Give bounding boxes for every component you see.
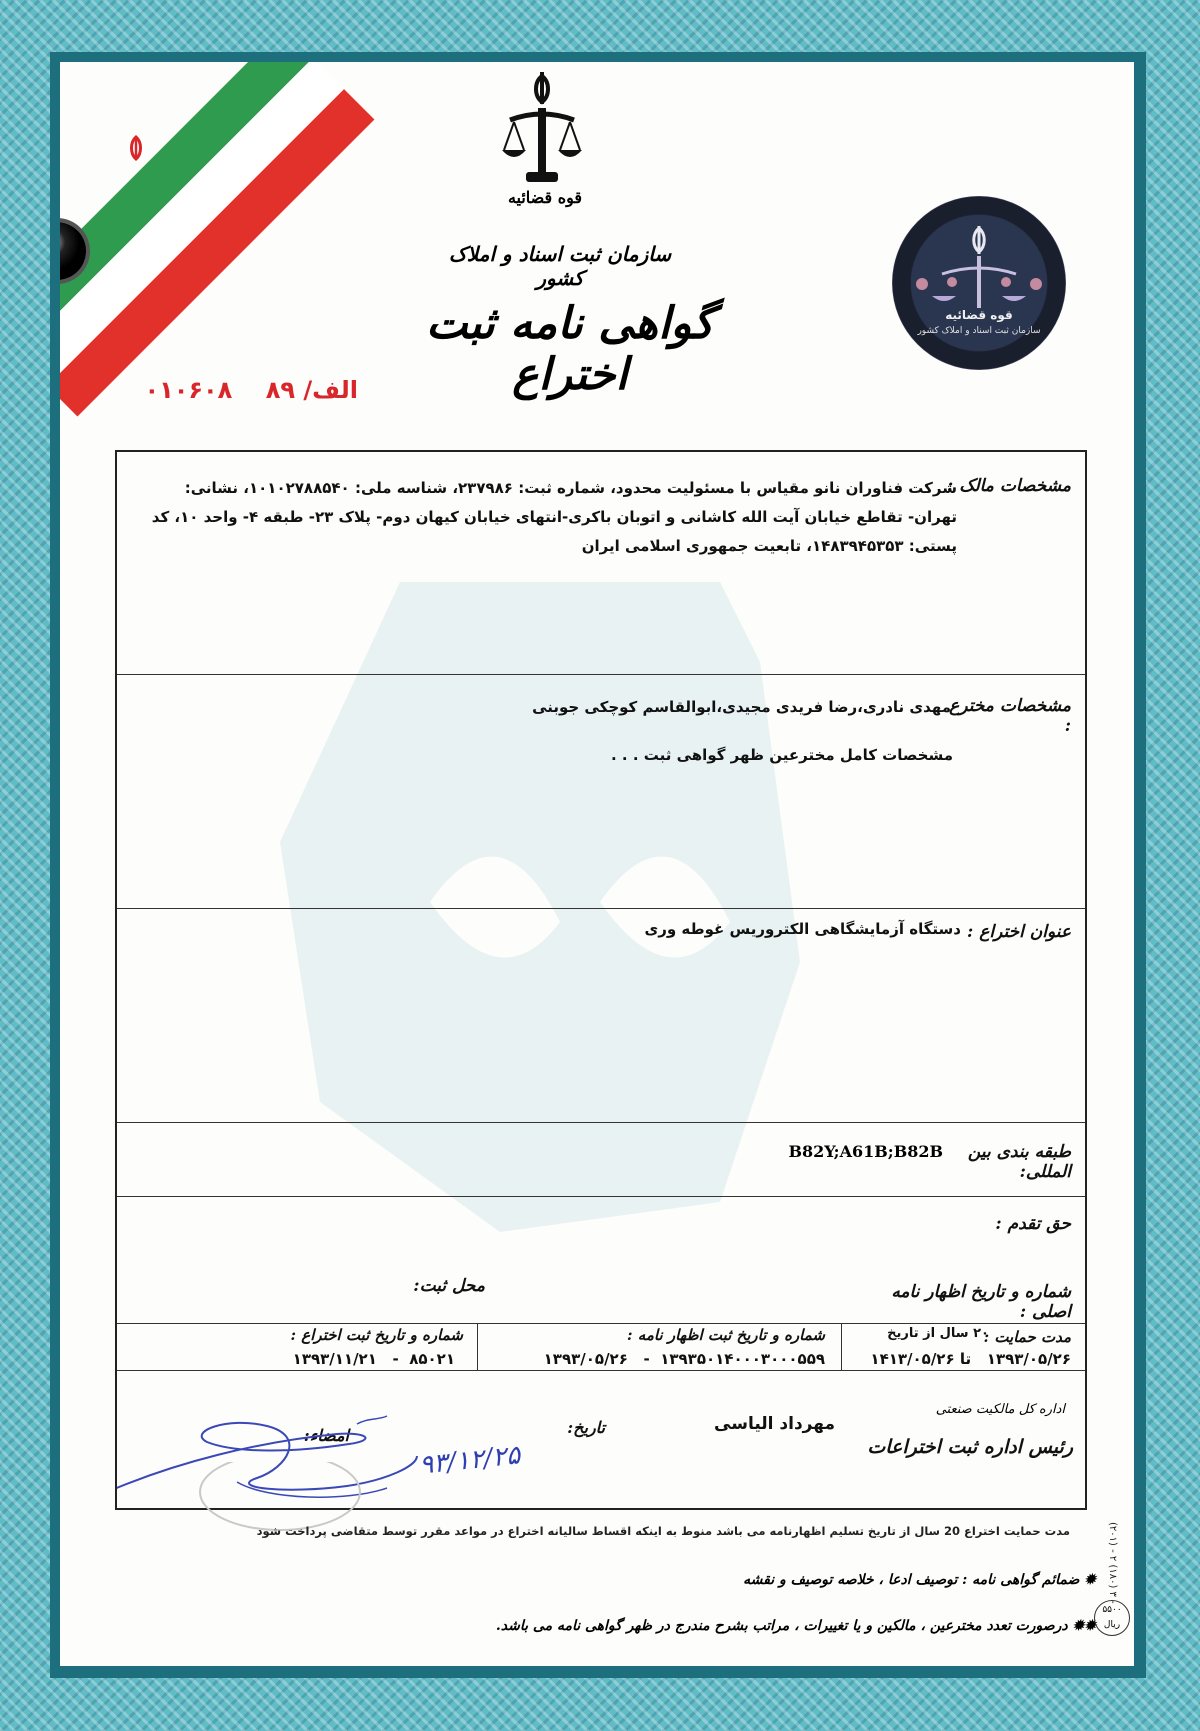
bullet-2-text: درصورت تعدد مخترعین ، مالکین و یا تغییرات ، مراتب بشرح مندرج در ظهر گواهی نامه می باشد.	[495, 1618, 1068, 1634]
footer-bullet-2	[260, 1618, 1096, 1634]
side-form-code: (۲۰۱) - ۲ (۱۸۰) ۳ -	[1107, 1522, 1118, 1604]
star-icon: ✹✹	[1072, 1618, 1096, 1634]
iran-flag-ribbon	[60, 62, 374, 416]
owner-label: مشخصات مالک :	[947, 476, 1071, 496]
seal-text-top: قوه قضائیه	[945, 308, 1013, 322]
page-title: گواهی نامه ثبت اختراع	[426, 298, 714, 400]
signatory-name: مهرداد الیاسی	[714, 1414, 835, 1434]
declaration-values: ۱۳۹۳۵۰۱۴۰۰۰۳۰۰۰۵۵۹ - ۱۳۹۳/۰۵/۲۶	[543, 1350, 825, 1368]
flag-emblem-icon	[122, 134, 150, 162]
divider	[477, 1323, 478, 1370]
protection-to-word: تا	[959, 1350, 972, 1368]
divider	[117, 1122, 1085, 1123]
certificate-details-box	[115, 450, 1087, 1510]
protection-to-date: ۱۴۱۳/۰۵/۲۶	[870, 1350, 955, 1368]
protection-label: مدت حمایت :	[983, 1328, 1071, 1346]
invention-title-label: عنوان اختراع :	[967, 922, 1071, 942]
divider	[117, 1323, 1085, 1324]
star-icon: ✹	[1084, 1572, 1096, 1588]
protection-duration: ۲۰ سال از تاریخ	[887, 1326, 989, 1341]
department-label: اداره کل مالکیت صنعتی	[935, 1402, 1065, 1417]
priority-label: حق تقدم :	[995, 1214, 1071, 1234]
classification-value: B82Y;A61B;B82B	[788, 1142, 943, 1161]
bullet-1-text: ضمائم گواهی نامه : توصیف ادعا ، خلاصه توصیف و نقشه	[743, 1572, 1080, 1588]
protection-dates	[841, 1350, 1071, 1368]
divider	[117, 908, 1085, 909]
declaration-number: ۱۳۹۳۵۰۱۴۰۰۰۳۰۰۰۵۵۹	[660, 1350, 825, 1368]
owner-value: شرکت فناوران نانو مقیاس با مسئولیت محدود، شماره ثبت: ۲۳۷۹۸۶، شناسه ملی: ۱۰۱۰۲۷۸۸۵۴۰، نشانی: تهران- تقاطع خیابان آیت الله کاشانی و اتوبان باکری-انتهای خیابان کیهان دوم- پلاک ۲۳- طبقه ۴- واحد ۱۰، کد پستی: ۱۴۸۳۹۴۵۳۵۳، تابعیت جمهوری اسلامی ایران	[151, 479, 957, 555]
organization-title: سازمان ثبت اسناد و املاک کشور	[448, 242, 672, 290]
hologram-seal	[892, 196, 1066, 370]
invention-title-value: دستگاه آزمایشگاهی الکتروریس غوطه وری	[644, 920, 961, 938]
position-label: رئیس اداره ثبت اختراعات	[867, 1436, 1073, 1458]
judiciary-title: قوه قضائیه	[507, 188, 583, 207]
serial-digits: ۰۱۰۶۰۸	[144, 376, 233, 404]
place-label: محل ثبت:	[413, 1276, 485, 1296]
sign-label: امضاء:	[303, 1426, 349, 1445]
registration-label: شماره و تاریخ ثبت اختراع :	[290, 1326, 463, 1344]
registration-date: ۱۳۹۳/۱۱/۲۱	[292, 1350, 377, 1368]
declaration-date: ۱۳۹۳/۰۵/۲۶	[543, 1350, 628, 1368]
price-badge: ۵۵۰۰ ریال	[1094, 1600, 1130, 1636]
certificate-page	[60, 62, 1134, 1666]
date-label: تاریخ:	[567, 1418, 605, 1437]
registration-values: ۸۵۰۲۱ - ۱۳۹۳/۱۱/۲۱	[292, 1350, 455, 1368]
protection-notice: مدت حمایت اختراع 20 سال از تاریخ تسلیم اظهارنامه می باشد منوط به اینکه اقساط سالیانه اختراع در مواعد مقرر توسط متقاضی پرداخت شود	[256, 1524, 1070, 1538]
faint-stamp	[190, 1462, 370, 1532]
footer-bullet-1	[360, 1572, 1096, 1588]
serial-series: الف/ ۸۹	[265, 376, 358, 404]
registration-number: ۸۵۰۲۱	[409, 1350, 455, 1368]
inventor-value: مهدی نادری،رضا فریدی مجیدی،ابوالقاسم کوچکی جوبنی	[532, 698, 951, 716]
original-declaration-label: شماره و تاریخ اظهار نامه اصلی :	[891, 1282, 1071, 1322]
classification-label: طبقه بندی بین المللی:	[967, 1142, 1071, 1182]
inventor-note: مشخصات کامل مخترعین ظهر گواهی ثبت . . .	[610, 746, 953, 764]
inventor-label: مشخصات مخترع :	[949, 696, 1071, 736]
declaration-label: شماره و تاریخ ثبت اظهار نامه :	[627, 1326, 825, 1344]
divider	[117, 1196, 1085, 1197]
divider	[117, 674, 1085, 675]
protection-from-date: ۱۳۹۳/۰۵/۲۶	[986, 1350, 1071, 1368]
handwritten-date: ۹۳/۱۲/۲۵	[417, 1440, 522, 1481]
divider	[117, 1370, 1085, 1371]
seal-text-bottom: سازمان ثبت اسناد و املاک کشور	[917, 326, 1041, 336]
seal-emblem-icon	[892, 196, 1066, 370]
scales-of-justice-icon	[500, 68, 584, 188]
serial-number	[118, 376, 358, 404]
